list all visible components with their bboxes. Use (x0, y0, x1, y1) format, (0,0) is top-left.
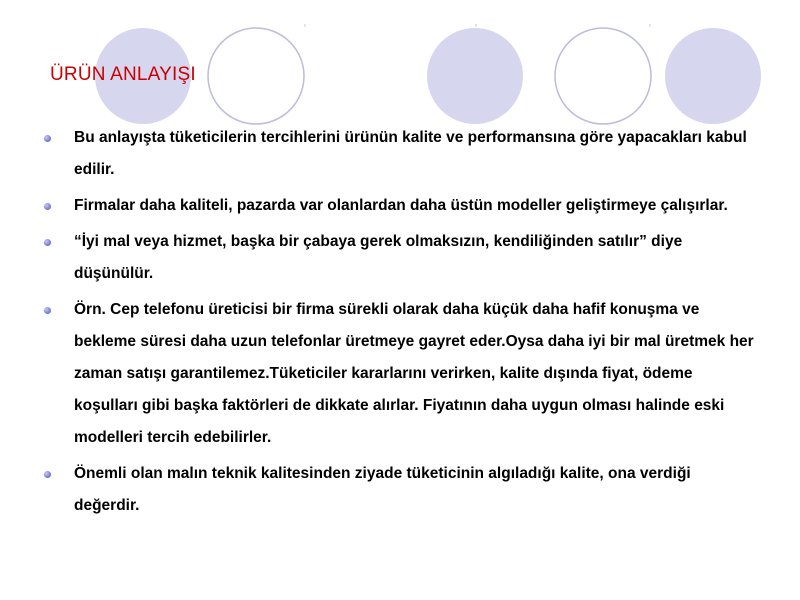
bullet-item (38, 190, 758, 222)
bullet-dot-icon (44, 135, 51, 142)
bullet-item (38, 226, 758, 290)
bullet-dot-icon (44, 239, 51, 246)
circle-outline-1 (208, 28, 304, 124)
circle-filled-2 (427, 28, 523, 124)
circle-outline-2 (555, 28, 651, 124)
bullet-text: “İyi mal veya hizmet, başka bir çabaya gerek olmaksızın, kendiliğinden satılır” diye düşünülür. (74, 233, 683, 282)
bullet-dot-icon (44, 203, 51, 210)
bullet-text: Örn. Cep telefonu üreticisi bir firma sürekli olarak daha küçük daha hafif konuşma ve bekleme süresi daha uzun telefonlar üretmeye gayret eder.Oysa daha iyi bir mal üretmek her zaman satışı garantilemez.Tüketiciler kararlarını verirken, kalite dışında fiyat, ödeme koşulları gibi başka faktörleri de dikkate alırlar. Fiyatının daha uygun olması halinde eski modelleri tercih edebilirler. (74, 301, 754, 446)
bullet-item (38, 122, 758, 186)
bullet-dot-icon (44, 471, 51, 478)
bullet-text: Firmalar daha kaliteli, pazarda var olanlardan daha üstün modeller geliştirmeye çalışırlar. (74, 197, 728, 214)
slide-title: ÜRÜN ANLAYIŞI (50, 64, 196, 85)
bullet-dot-icon (44, 307, 51, 314)
bullet-item (38, 294, 758, 454)
bullet-list (38, 122, 758, 526)
bullet-text: Önemli olan malın teknik kalitesinden ziyade tüketicinin algıladığı kalite, ona verdiği değerdir. (74, 465, 691, 514)
bullet-text: Bu anlayışta tüketicilerin tercihlerini ürünün kalite ve performansına göre yapacakları kabul edilir. (74, 129, 747, 178)
bullet-item (38, 458, 758, 522)
circle-filled-3 (665, 28, 761, 124)
